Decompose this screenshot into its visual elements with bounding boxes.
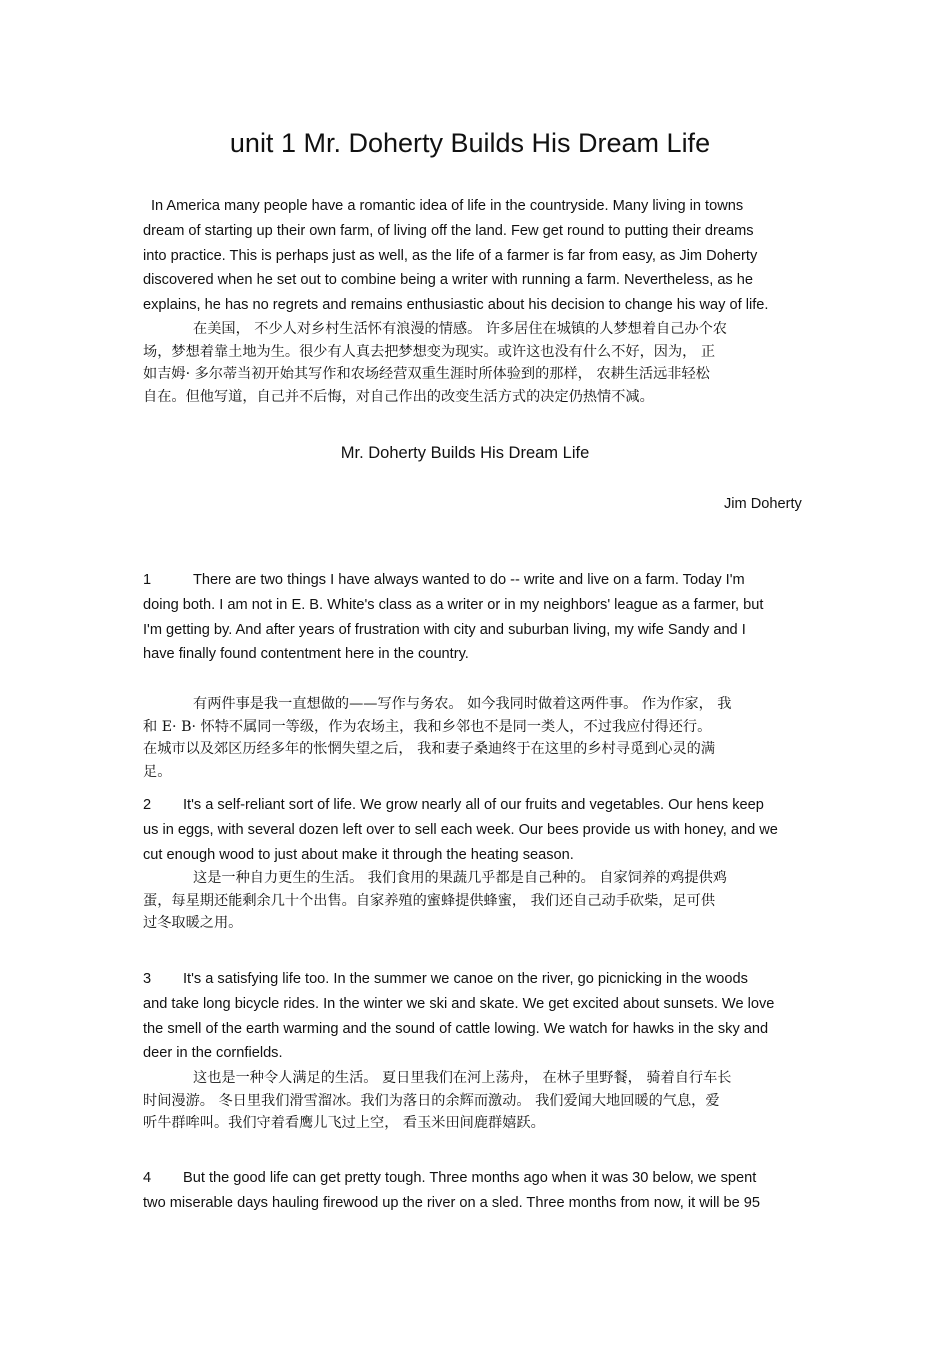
text-line: 蛋，每星期还能剩余几十个出售。自家养殖的蜜蜂提供蜂蜜， 我们还自己动手砍柴，足可供 (143, 892, 716, 909)
text-line: deer in the cornfields. (143, 1045, 283, 1062)
text-line: 足。 (143, 763, 172, 780)
text-line: two miserable days hauling firewood up the river on a sled. Three months from now, it will be 95 (143, 1194, 761, 1211)
text-line: 时间漫游。 冬日里我们滑雪溜冰。我们为落日的余辉而激动。 我们爱闻大地回暖的气息，爱 (143, 1092, 720, 1109)
article-title: Mr. Doherty Builds His Dream Life (340, 444, 590, 462)
text-line: In America many people have a romantic idea of life in the countryside. Many living in towns (151, 198, 744, 214)
text-line: discovered when he set out to combine being a writer with running a farm. Nevertheless, as he (143, 272, 754, 289)
text-line: dream of starting up their own farm, of living off the land. Few get round to putting their dreams (143, 222, 754, 239)
text-line: doing both. I am not in E. B. White's class as a writer or in my neighbors' league as a farmer, but (143, 596, 764, 613)
paragraph-number: 3 (143, 971, 152, 987)
text-line: us in eggs, with several dozen left over to sell each week. Our bees provide us with honey, and we (143, 821, 778, 838)
text-line: 这也是一种令人满足的生活。 夏日里我们在河上荡舟， 在林子里野餐， 骑着自行车长 (193, 1070, 732, 1086)
text-line: 这是一种自力更生的生活。 我们食用的果蔬几乎都是自己种的。 自家饲养的鸡提供鸡 (193, 870, 727, 886)
paragraph-2-chinese (143, 867, 823, 935)
text-line: But the good life can get pretty tough. Three months ago when it was 30 below, we spent (183, 1170, 757, 1186)
text-line: 听牛群哞叫。我们守着看鹰儿飞过上空， 看玉米田间鹿群嬉跃。 (143, 1115, 545, 1132)
text-line: into practice. This is perhaps just as well, as the life of a farmer is far from easy, as Jim Doherty (143, 247, 758, 264)
text-line: 在城市以及郊区历经多年的怅惘失望之后， 我和妻子桑迪终于在这里的乡村寻觅到心灵的满 (143, 741, 716, 758)
page-title: unit 1 Mr. Doherty Builds His Dream Life (229, 128, 711, 158)
text-line: 过冬取暖之用。 (143, 915, 243, 932)
paragraph-number: 4 (143, 1170, 152, 1186)
paragraph-1-english (143, 568, 823, 667)
text-line: cut enough wood to just about make it through the heating season. (143, 846, 574, 863)
text-line: There are two things I have always wanted to do -- write and live on a farm. Today I'm (193, 572, 745, 588)
paragraph-3-english (143, 967, 823, 1066)
paragraph-2-english (143, 793, 823, 867)
paragraph-number: 2 (143, 797, 152, 813)
text-line: 场，梦想着靠土地为生。很少有人真去把梦想变为现实。或许这也没有什么不好，因为， 正 (143, 343, 716, 360)
paragraph-3-chinese (143, 1067, 823, 1135)
text-line: 和 E· B· 怀特不属同一等级，作为农场主，我和乡邻也不是同一类人，不过我应付得还行。 (143, 718, 712, 735)
text-line: and take long bicycle rides. In the winter we ski and skate. We get excited about sunsets. We love (143, 995, 775, 1012)
paragraph-4-english (143, 1166, 823, 1216)
text-line: It's a self-reliant sort of life. We grow nearly all of our fruits and vegetables. Our hens keep (183, 797, 764, 813)
text-line: 在美国， 不少人对乡村生活怀有浪漫的情感。 许多居住在城镇的人梦想着自己办个农 (193, 321, 727, 337)
text-line: explains, he has no regrets and remains enthusiastic about his decision to change his way of life. (143, 297, 769, 314)
paragraph-1-chinese (143, 693, 823, 783)
author-name: Jim Doherty (724, 496, 802, 512)
paragraph-number: 1 (143, 572, 152, 588)
text-line: 自在。但他写道，自己并不后悔，对自己作出的改变生活方式的决定仍热情不减。 (143, 388, 654, 405)
intro-english (143, 194, 823, 318)
text-line: It's a satisfying life too. In the summer we canoe on the river, go picnicking in the woods (183, 971, 748, 987)
text-line: the smell of the earth warming and the sound of cattle lowing. We watch for hawks in the sky and (143, 1020, 769, 1037)
text-line: 如吉姆· 多尔蒂当初开始其写作和农场经营双重生涯时所体验到的那样， 农耕生活远非轻松 (143, 366, 710, 383)
text-line: I'm getting by. And after years of frustration with city and suburban living, my wife Sandy and I (143, 621, 746, 638)
intro-chinese (143, 318, 823, 408)
text-line: 有两件事是我一直想做的——写作与务农。 如今我同时做着这两件事。 作为作家， 我 (193, 696, 732, 712)
text-line: have finally found contentment here in the country. (143, 646, 469, 663)
